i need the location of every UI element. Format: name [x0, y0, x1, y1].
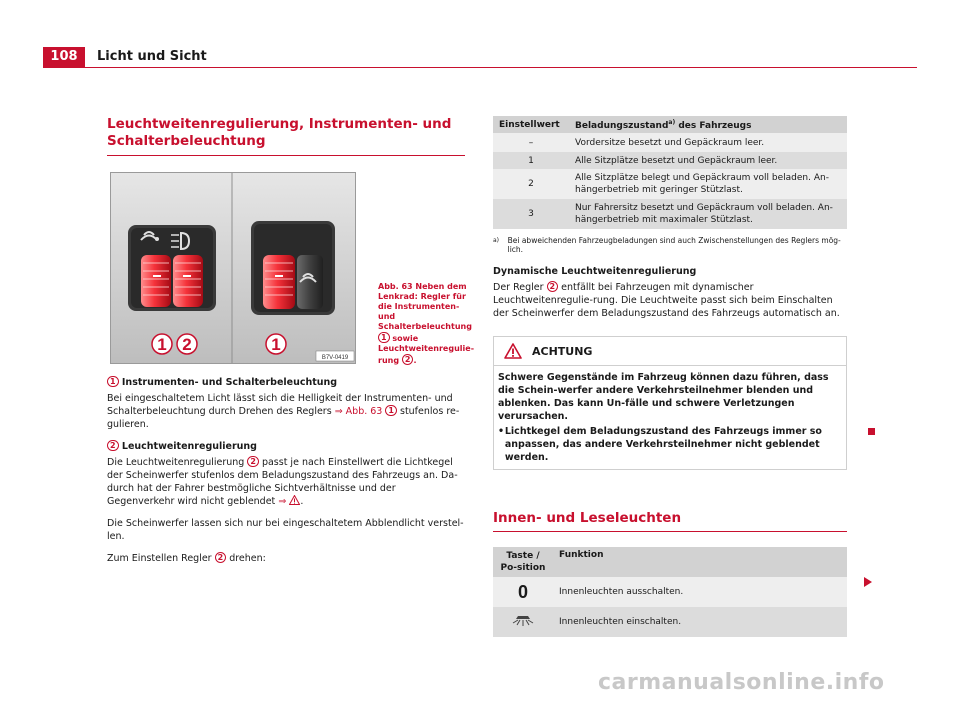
table-row: 0 Innenleuchten ausschalten. [493, 577, 847, 607]
header-rule [43, 67, 917, 68]
figure-63 [110, 172, 356, 364]
header-load: Beladungszustand$^{a)}$ des Fahrzeugs [569, 116, 847, 133]
item-2-badge: 2 [107, 440, 119, 451]
left-column [107, 116, 475, 565]
table-row: 2 Alle Sitzplätze belegt und Gepäckraum voll beladen. An-hängerbetrieb mit geringer Stützlast. [493, 169, 847, 199]
warning-link[interactable]: ⇒ [278, 496, 287, 507]
warning-triangle-icon [504, 343, 522, 359]
interior-light-icon [493, 607, 553, 637]
item-2-text: Die Leuchtweitenregulierung 2 passt je nach Einstellwert die Lichtkegel der Scheinwerfer stufenlos dem Beladungszustand des Fahrzeugs an. Da-durch hat der Fahrer bestmögliche Sichtverhältnisse und der Gegenverkehr wird nicht geblendet ⇒ . [107, 457, 458, 507]
dynamic-text: Der Regler 2 entfällt bei Fahrzeugen mit dynamischer Leuchtweitenregulie-rung. Die Leuchtweite passt sich beim Einschalten der Scheinwerfer dem Beladungszustand des Fahrzeugs automatisch an. [493, 282, 840, 319]
key-zero: 0 [493, 577, 553, 607]
level-table-header [493, 116, 847, 133]
figure-illustration [111, 173, 356, 364]
header-key: Taste / Po-sition [493, 547, 553, 577]
footnote [493, 236, 847, 254]
dynamic-heading: Dynamische Leuchtweitenregulierung [493, 266, 697, 277]
interior-light-table [493, 547, 847, 637]
figure-caption: Abb. 63 Neben dem Lenkrad: Regler für die Instrumenten- und Schalterbeleuchtung 1 sowie Leuchtweitenregulie-rung 2 . [378, 282, 475, 365]
item-1-text-badge: 1 [385, 405, 397, 416]
table-row: 3 Nur Fahrersitz besetzt und Gepäckraum voll beladen. An-hängerbetrieb mit maximaler Stützlast. [493, 199, 847, 229]
light-table-header [493, 547, 847, 577]
section-end-marker [868, 428, 875, 435]
caption-badge-2: 2 [402, 354, 414, 365]
warning-body [494, 366, 846, 469]
item-1-badge: 1 [107, 376, 119, 387]
footnote-text: Bei abweichenden Fahrzeugbeladungen sind auch Zwischenstellungen des Reglers mög-lich. [507, 236, 841, 254]
warning-header [494, 337, 846, 366]
header-function: Funktion [553, 547, 847, 577]
table-row: 1 Alle Sitzplätze besetzt und Gepäckraum leer. [493, 152, 847, 169]
item-2-heading: 2 Leuchtweitenregulierung [107, 440, 465, 453]
table-row: – Vordersitze besetzt und Gepäckraum leer. [493, 133, 847, 152]
footnote-mark: a) [493, 237, 500, 244]
page-number: 108 [43, 47, 85, 67]
level-table [493, 116, 847, 229]
callout-2: 2 [182, 335, 192, 354]
section-title: Leuchtweitenregulierung, Instrumenten- und Schalterbeleuchtung [107, 116, 465, 156]
header-setting: Einstellwert [493, 116, 569, 133]
figure-row [107, 172, 475, 372]
para-4-badge: 2 [215, 552, 227, 563]
header-title: Licht und Sicht [97, 49, 207, 64]
warning-title: ACHTUNG [532, 344, 593, 358]
callout-1-right: 1 [271, 335, 281, 354]
continue-arrow-icon [864, 577, 872, 587]
figure-code: B7V-0419 [321, 355, 349, 361]
caption-badge-1: 1 [378, 332, 390, 343]
warning-icon[interactable] [289, 495, 300, 505]
warning-paragraph: Schwere Gegenstände im Fahrzeug können dazu führen, dass die Schein-werfer andere Verkehrsteilnehmer blenden und ablenken. Das kann Un-fälle und schwere Verletzungen verursachen. [498, 372, 829, 422]
item-1-text: Bei eingeschaltetem Licht lässt sich die Helligkeit der Instrumenten- und Schalterbeleuchtung durch Drehen des Reglers ⇒ Abb. 63 1 stufenlos re-gulieren. [107, 393, 460, 430]
paragraph-3: Die Scheinwerfer lassen sich nur bei eingeschaltetem Abblendlicht verstel-len. [107, 518, 464, 542]
bullet: • [498, 426, 505, 437]
section-title-interior-lights: Innen- und Leseleuchten [493, 510, 847, 532]
watermark: carmanualsonline.info [598, 670, 885, 695]
paragraph-4: Zum Einstellen Regler 2 drehen: [107, 553, 266, 564]
callout-1-left: 1 [157, 335, 167, 354]
item-2-text-badge: 2 [247, 456, 259, 467]
warning-box [493, 336, 847, 470]
item-1-heading: 1 Instrumenten- und Schalterbeleuchtung [107, 376, 465, 389]
dynamic-badge: 2 [547, 281, 559, 292]
warning-bullet-item: • Lichtkegel dem Beladungszustand des Fahrzeugs immer so anpassen, das andere Verkehrsteilnehmer nicht geblendet werden. [498, 426, 822, 463]
right-column [493, 116, 847, 637]
figure-link[interactable]: ⇒ Abb. 63 [334, 406, 383, 417]
table-row: Innenleuchten einschalten. [493, 607, 847, 637]
